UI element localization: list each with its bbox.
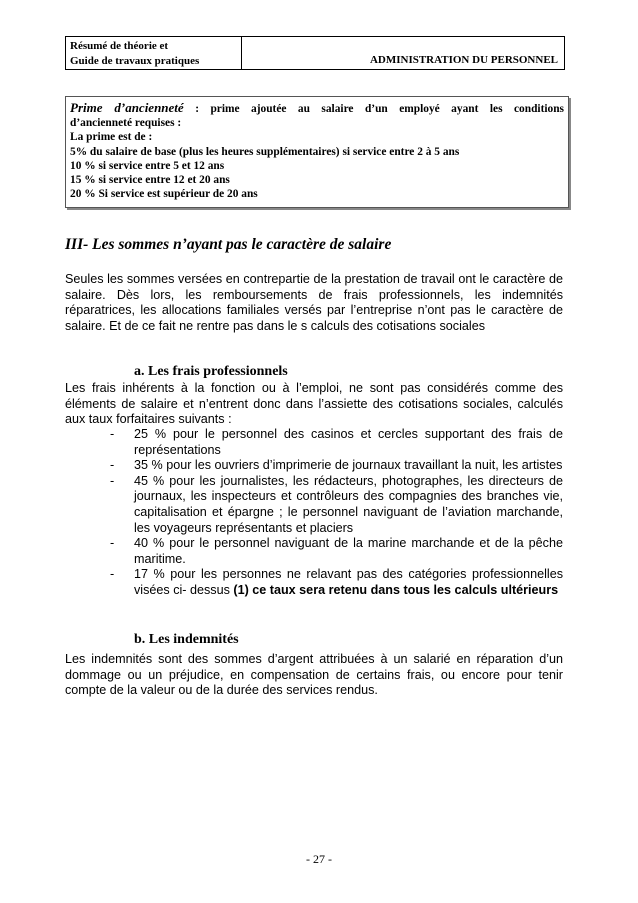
- frais-intro: Les frais inhérents à la fonction ou à l’emploi, ne sont pas considérés comme des éléments de salaire et n’entrent donc dans l’assiette des cotisations sociales, calculés aux taux forfaitaires suivants :: [65, 381, 563, 427]
- list-item: [110, 427, 563, 458]
- bullet-text: 35 % pour les ouvriers d’imprimerie de journaux travaillant la nuit, les artistes: [134, 458, 563, 473]
- prime-first-line-rest: : prime ajoutée au salaire d’un employé ayant les conditions: [195, 103, 564, 115]
- bullet-text: 17 % pour les personnes ne relavant pas des catégories professionnelles visées ci- dessus: [134, 567, 563, 597]
- prime-anciennete-box: [65, 96, 569, 208]
- prime-line: 5% du salaire de base (plus les heures supplémentaires) si service entre 2 à 5 ans: [70, 145, 460, 158]
- frais-list: [110, 427, 563, 599]
- header-left-line2: Guide de travaux pratiques: [70, 55, 200, 67]
- frais-title: a. Les frais professionnels: [134, 364, 288, 379]
- section-intro: Seules les sommes versées en contrepartie de la prestation de travail ont le caractère de salaire. Dès lors, les remboursements de frais professionnels, les indemnités réparatrices, les allocations familiales versés par l’entreprise n’ont pas le caractère de salaire. Et de ce fait ne rentre pas dans le s calculs des cotisations sociales: [65, 272, 563, 333]
- bullet-dash: -: [110, 473, 115, 488]
- bullet-dash: -: [110, 536, 115, 551]
- bullet-dash: -: [110, 427, 115, 441]
- prime-line: 15 % si service entre 12 et 20 ans: [70, 174, 230, 187]
- list-item: [110, 458, 563, 474]
- prime-line: 20 % Si service est supérieur de 20 ans: [70, 188, 258, 201]
- bullet-dash: -: [110, 567, 115, 582]
- bullet-text: 25 % pour le personnel des casinos et cercles supportant des frais de représentations: [134, 427, 563, 457]
- prime-line: La prime est de :: [70, 131, 153, 144]
- bullet-text: 45 % pour les journalistes, les rédacteurs, photographes, les directeurs de journaux, les inspecteurs et contrôleurs des compagnies des branches vie, capitalisation et épargne ; le personnel naviguant de l’aviation marchande, les voyageurs représentants et placiers: [134, 473, 563, 535]
- prime-line: d’ancienneté requises :: [70, 117, 182, 130]
- prime-line: 10 % si service entre 5 et 12 ans: [70, 159, 225, 172]
- page-number: - 27 -: [306, 852, 332, 866]
- page-header: [65, 36, 565, 70]
- header-left-cell: [66, 37, 242, 69]
- list-item: [110, 536, 563, 567]
- indemnites-title: b. Les indemnités: [134, 632, 239, 647]
- prime-first-line: [70, 101, 564, 116]
- header-left-line1: Résumé de théorie et: [70, 40, 169, 52]
- list-item: [110, 567, 563, 598]
- bullet-text-with-note: [134, 567, 563, 598]
- prime-title: Prime d’ancienneté: [70, 100, 184, 115]
- header-title: ADMINISTRATION DU PERSONNEL: [369, 54, 558, 66]
- section-title: III- Les sommes n’ayant pas le caractère de salaire: [65, 236, 392, 253]
- list-item: [110, 474, 563, 536]
- bullet-dash: -: [110, 458, 115, 473]
- indemnites-text: Les indemnités sont des sommes d’argent attribuées à un salarié en réparation d’un dommage ou un préjudice, en compensation de certains frais, ou encore pour tenir compte de la valeur ou de la durée des services rendus.: [65, 652, 563, 698]
- bullet-note: (1) ce taux sera retenu dans tous les calculs ultérieurs: [233, 582, 559, 597]
- bullet-text: 40 % pour le personnel naviguant de la marine marchande et de la pêche maritime.: [134, 536, 563, 566]
- header-right-cell: [242, 37, 564, 69]
